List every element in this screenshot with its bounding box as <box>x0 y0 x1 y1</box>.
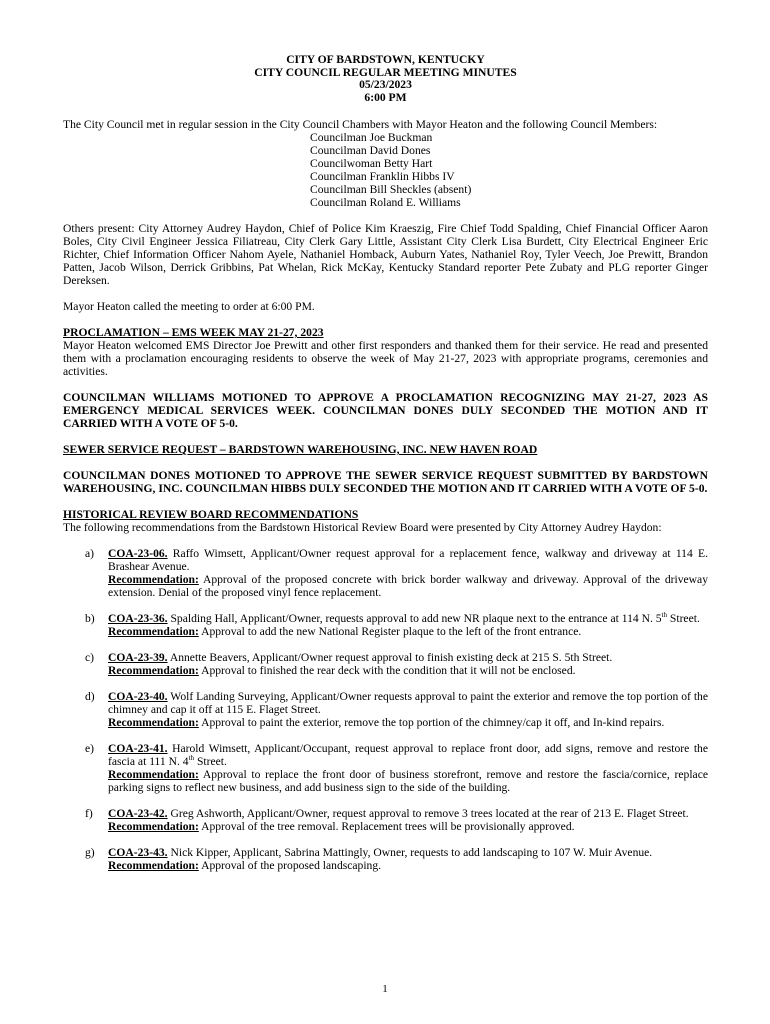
item-letter: b) <box>85 612 95 625</box>
recommendation-text: Approval of the tree removal. Replacement trees will be provisionally approved. <box>198 820 575 833</box>
recommendation-text: Approval to replace the front door of business storefront, remove and restore the fascia/cornice, replace parking signs to reflect new business, and add business sign to the side of the building. <box>108 768 708 794</box>
recommendation-label: Recommendation: <box>108 573 199 586</box>
item-description: Spalding Hall, Applicant/Owner, requests approval to add new NR plaque next to the entrance at 114 N. 5 <box>167 612 662 625</box>
intro-paragraph: The City Council met in regular session in the City Council Chambers with Mayor Heaton and the following Council Members: <box>63 118 658 131</box>
hrb-heading: HISTORICAL REVIEW BOARD RECOMMENDATIONS <box>63 508 359 521</box>
recommendation-label: Recommendation: <box>108 664 199 677</box>
recommendation-text: Approval to add the new National Register plaque to the left of the front entrance. <box>198 625 582 638</box>
proclamation-body: Mayor Heaton welcomed EMS Director Joe Prewitt and other first responders and thanked them for their service. He read and presented them with a proclamation encouraging residents to observe the week of May 21-27, 2023 with appropriate programs, ceremonies and activities. <box>63 339 708 378</box>
coa-number: COA-23-36. <box>108 612 168 625</box>
meeting-date: 05/23/2023 <box>359 78 412 91</box>
coa-number: COA-23-39. <box>108 651 168 664</box>
council-members-list <box>310 131 708 209</box>
recommendation-text: Approval of the proposed concrete with brick border walkway and driveway. Approval of the driveway extension. Denial of the proposed vinyl fence replacement. <box>108 573 708 599</box>
item-description: Annette Beavers, Applicant/Owner request approval to finish existing deck at 215 S. 5th Street. <box>167 651 613 664</box>
recommendation-text: Approval to finished the rear deck with the condition that it will not be enclosed. <box>198 664 576 677</box>
item-description-end: Street. <box>194 755 227 768</box>
recommendation-label: Recommendation: <box>108 820 199 833</box>
coa-number: COA-23-06. <box>108 547 168 560</box>
page-number: 1 <box>382 983 388 995</box>
item-letter: e) <box>85 742 95 755</box>
council-member: Councilwoman Betty Hart <box>310 157 433 170</box>
item-letter: a) <box>85 547 95 560</box>
item-description: Nick Kipper, Applicant, Sabrina Mattingly, Owner, requests to add landscaping to 107 W. Muir Avenue. <box>167 846 653 859</box>
item-description: Greg Ashworth, Applicant/Owner, request approval to remove 3 trees located at the rear of 213 E. Flaget Street. <box>167 807 689 820</box>
meeting-time: 6:00 PM <box>364 90 407 104</box>
hrb-item-b <box>63 612 708 638</box>
recommendation-label: Recommendation: <box>108 716 199 729</box>
coa-number: COA-23-40. <box>108 690 168 703</box>
proclamation-motion: COUNCILMAN WILLIAMS MOTIONED TO APPROVE A PROCLAMATION RECOGNIZING MAY 21-27, 2023 AS EMERGENCY MEDICAL SERVICES WEEK. COUNCILMAN DONES DULY SECONDED THE MOTION AND IT CARRIED WITH A VOTE OF 5-0. <box>63 391 708 430</box>
council-member: Councilman David Dones <box>310 144 431 157</box>
item-letter: f) <box>85 807 93 820</box>
hrb-item-d <box>63 690 708 729</box>
recommendation-text: Approval of the proposed landscaping. <box>198 859 382 872</box>
item-description: Harold Wimsett, Applicant/Occupant, request approval to replace front door, add signs, remove and restore the fascia at 111 N. 4 <box>108 742 708 768</box>
ordinal-suffix: th <box>188 754 195 763</box>
call-to-order: Mayor Heaton called the meeting to order at 6:00 PM. <box>63 300 315 313</box>
coa-number: COA-23-42. <box>108 807 168 820</box>
sewer-motion: COUNCILMAN DONES MOTIONED TO APPROVE THE SEWER SERVICE REQUEST SUBMITTED BY BARDSTOWN WAREHOUSING, INC. COUNCILMAN HIBBS DULY SECONDED THE MOTION AND IT CARRIED WITH A VOTE OF 5-0. <box>63 469 708 495</box>
hrb-item-a <box>63 547 708 599</box>
sewer-heading: SEWER SERVICE REQUEST – BARDSTOWN WAREHOUSING, INC. NEW HAVEN ROAD <box>63 443 538 456</box>
item-letter: d) <box>85 690 95 703</box>
hrb-item-g <box>63 846 708 872</box>
proclamation-heading: PROCLAMATION – EMS WEEK MAY 21-27, 2023 <box>63 326 324 339</box>
council-member: Councilman Franklin Hibbs IV <box>310 170 455 183</box>
coa-number: COA-23-41. <box>108 742 168 755</box>
item-letter: c) <box>85 651 95 664</box>
recommendation-label: Recommendation: <box>108 768 199 781</box>
council-member: Councilman Roland E. Williams <box>310 196 461 209</box>
hrb-item-c <box>63 651 708 677</box>
coa-number: COA-23-43. <box>108 846 168 859</box>
hrb-item-e <box>63 742 708 794</box>
item-description-end: Street. <box>667 612 700 625</box>
item-description: Wolf Landing Surveying, Applicant/Owner requests approval to paint the exterior and remove the top portion of the chimney and cap it off at 115 E. Flaget Street. <box>108 690 708 716</box>
council-member: Councilman Joe Buckman <box>310 131 433 144</box>
item-letter: g) <box>85 846 95 859</box>
minutes-title: CITY COUNCIL REGULAR MEETING MINUTES <box>254 65 517 79</box>
document-page <box>63 54 708 872</box>
recommendation-text: Approval to paint the exterior, remove the top portion of the chimney/cap it off, and In-kind repairs. <box>198 716 665 729</box>
hrb-item-f <box>63 807 708 833</box>
city-title: CITY OF BARDSTOWN, KENTUCKY <box>286 53 485 66</box>
item-description: Raffo Wimsett, Applicant/Owner request approval for a replacement fence, walkway and driveway at 114 E. Brashear Avenue. <box>108 547 708 573</box>
recommendation-label: Recommendation: <box>108 625 199 638</box>
ordinal-suffix: th <box>661 611 667 620</box>
others-present-paragraph: Others present: City Attorney Audrey Haydon, Chief of Police Kim Kraeszig, Fire Chief Todd Spalding, Chief Financial Officer Aaron Boles, City Civil Engineer Jessica Filiatreau, City Clerk Gary Little, Assistant City Clerk Lisa Burdett, City Electrical Engineer Eric Richter, Chief Information Officer Nahom Ayele, Nathaniel Homback, Auburn Yates, Nathaniel Roy, Tyler Veech, Joe Prewitt, Brandon Patten, Jacob Wilson, Derrick Gribbins, Pat Whelan, Rick McKay, Kentucky Standard reporter Pete Zubaty and PLG reporter Ginger Dereksen. <box>63 222 708 287</box>
council-member: Councilman Bill Sheckles (absent) <box>310 183 472 196</box>
hrb-intro: The following recommendations from the Bardstown Historical Review Board were presented by City Attorney Audrey Haydon: <box>63 521 662 534</box>
document-header <box>63 54 708 104</box>
recommendation-label: Recommendation: <box>108 859 199 872</box>
